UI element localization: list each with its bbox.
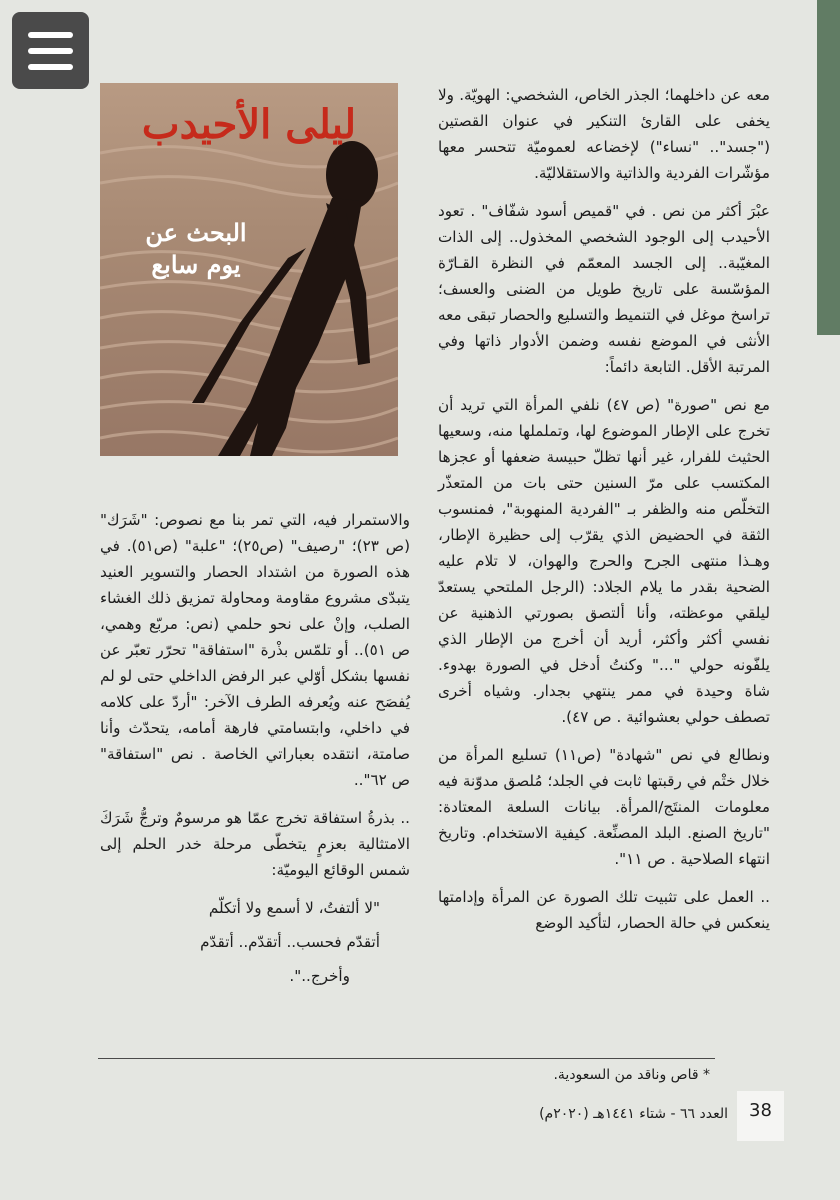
paragraph: مع نص "صورة" (ص ٤٧) نلفي المرأة التي تريد أن تخرج على الإطار الموضوع لها، وتململها منه، وسعيها الحثيث للفرار، غير أنها تظلّ حبيسة ضعفها أو عجزها المكتسب على مرّ السنين حتى بات من المتعذّر التخلّص منه والظفر بـ "الفردية المنهوبة"، فمنسوب الثقة في الحضيض الذي يقرّب إلى حظيرة الإطار، وهـذا منتهى الجرح والحرج والهوان، لا تلام عليه الضحية بقدر ما يلام الجلاد: (الرجل الملتحي يستعدّ ليلقي موعظته، وأنا ألتصق بصورتي الذهنية عن نفسي أكثر وأكثر، أريد أن أخرج من الإطار الذي يلفّونه حولي "..." وكنتُ أدخل في الصورة بهدوء. شاة وحيدة في ممر ينتهي بجدار. وشياه أخرى تصطف حولي بعشوائية . ص ٤٧). bbox=[438, 396, 770, 726]
hamburger-menu-icon-bar bbox=[28, 64, 73, 70]
issue-info: العدد ٦٦ - شتاء ١٤٤١هـ (٢٠٢٠م) bbox=[539, 1106, 728, 1122]
cover-author-name: ليلى الأحيدب bbox=[141, 101, 357, 148]
cover-book-title-line-2: يوم سابع bbox=[151, 250, 241, 279]
cover-book-title-line-1: البحث عن bbox=[145, 218, 247, 247]
menu-button[interactable] bbox=[12, 12, 89, 89]
side-color-strip bbox=[817, 0, 840, 335]
verse-line: "لا ألتفتُ، لا أسمع ولا أتكلّم bbox=[208, 899, 380, 917]
article-left-column bbox=[100, 507, 410, 997]
article-right-column bbox=[438, 82, 770, 948]
cover-book-title bbox=[136, 217, 256, 281]
paragraph: ونطالع في نص "شهادة" (ص١١) تسليع المرأة من خلال ختْم في رقبتها ثابت في الجلد؛ مُلصق مدوّنة فيه معلومات المنتَج/المرأة. بيانات السلعة المعتادة: "تاريخ الصنع. البلد المصنِّعة. كيفية الاستخدام. وتاريخ انتهاء الصلاحية . ص ١١". bbox=[438, 746, 770, 868]
paragraph: .. بذرةُ استفاقة تخرج عمّا هو مرسومٌ وترجُّ شَرَكَ الامتثالية بعزمٍ يتخطّى مرحلة خدر الحلم إلى شمس الوقائع اليوميّة: bbox=[100, 809, 410, 879]
author-footnote: * قاص وناقد من السعودية. bbox=[553, 1067, 710, 1083]
paragraph: عبْرَ أكثر من نص . في "قميص أسود شفّاف" . تعود الأحيدب إلى الوجود الشخصي المخذول.. إلى الذات المغيّبة.. إلى الجسد المعمّم في النظرة القـارّة المؤسّسة على تاريخ طويل من الضنى والعسف؛ تراسخ موغل في التنميط والتسليع والحصار تبقى معه الأنثى في الموضع نفسه وضمن الأدوار ذاتها وفي المرتبة الأقل. التابعة دائماً: bbox=[438, 202, 770, 376]
footnote-divider bbox=[98, 1058, 715, 1059]
hamburger-menu-icon bbox=[28, 32, 73, 38]
verse-line: وأخرج..". bbox=[289, 967, 350, 985]
paragraph: .. العمل على تثبيت تلك الصورة عن المرأة وإدامتها ينعكس في حالة الحصار، لتأكيد الوضع bbox=[438, 888, 770, 932]
verse-line: أتقدّم فحسب.. أتقدّم.. أتقدّم bbox=[200, 933, 380, 951]
hamburger-menu-icon-bar bbox=[28, 48, 73, 54]
paragraph: معه عن داخلهما؛ الجذر الخاص، الشخصي: الهويّة. ولا يخفى على القارئ التنكير في عنوان القصتين ("جسد".. "نساء") لإخضاعه لعموميّة تتحسر معها مؤشّرات الفردية والذاتية والاستقلاليّة. bbox=[438, 86, 770, 182]
paragraph: والاستمرار فيه، التي تمر بنا مع نصوص: "شَرَك" (ص ٢٣)؛ "رصيف" (ص٢٥)؛ "علبة" (ص٥١). في هذه الصورة من اشتداد الحصار والتسوير العنيد يتبدّى مشروع مقاومة ومحاولة تمزيق ذلك الغشاء الصلب، وإنْ على نحو حلمي (نص: مربّع وهمي، ص ٥١).. أو تلمّس بذْرة "استفاقة" تحرّر تعبّر عن نفسها بشكل أوّلي عبر الرفض الداخلي حتى لو لم يُفصَح عنه ويُعرفه الطرف الآخر: "أردّ على كلامه في داخلي، وابتسامتي فارهة أمامه، يتحدّث وأنا صامتة، انتقده بعباراتي الخاصة . نص "استفاقة" ص ٦٢".. bbox=[100, 511, 411, 789]
quoted-verse bbox=[100, 895, 410, 989]
page-number: 38 bbox=[749, 1100, 772, 1121]
book-cover-image bbox=[100, 83, 398, 456]
